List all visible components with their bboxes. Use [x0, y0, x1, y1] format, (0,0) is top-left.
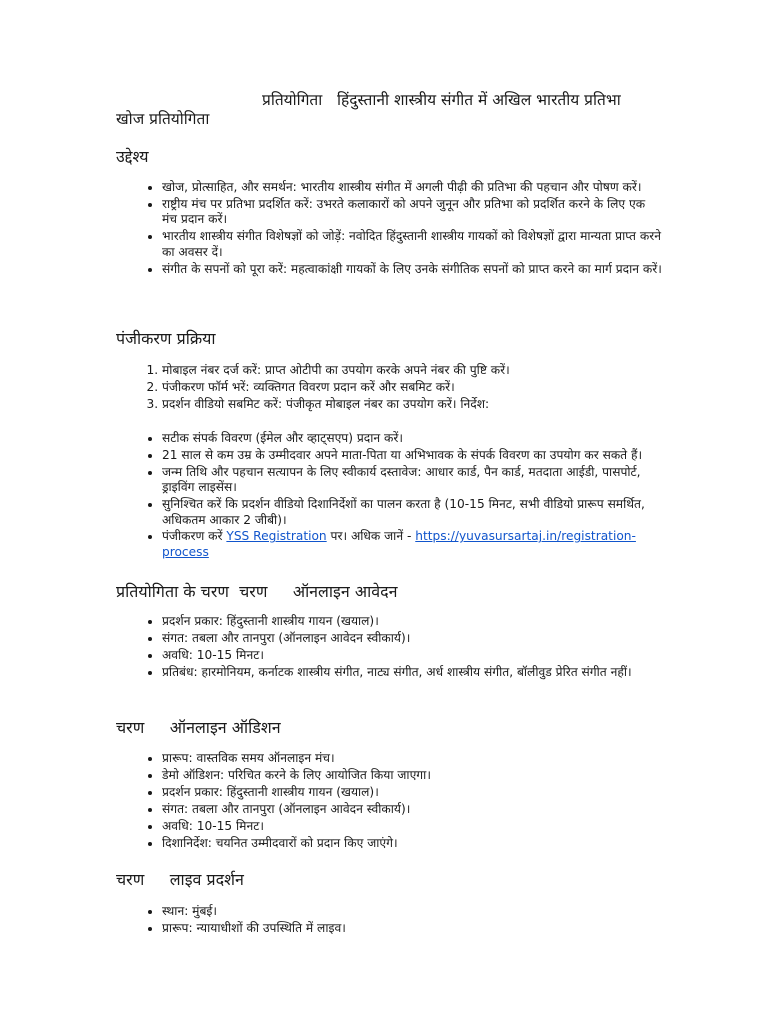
list-item: • अवधि: 10-15 मिनट।: [162, 819, 662, 834]
stage1-list: [0, 614, 662, 682]
objective-heading: उद्देश्य: [116, 147, 149, 166]
list-item: • 21 साल से कम उम्र के उम्मीदवार अपने माता-पिता या अभिभावक के संपर्क विवरण का उपयोग कर सकते हैं।: [162, 448, 662, 463]
list-item: • जन्म तिथि और पहचान सत्यापन के लिए स्वीकार्य दस्तावेज: आधार कार्ड, पैन कार्ड, मतदाता आईडी, पासपोर्ट, ड्राइविंग लाइसेंस।: [162, 465, 662, 496]
list-item: 2. पंजीकरण फॉर्म भरें: व्यक्तिगत विवरण प्रदान करें और सबमिट करें।: [162, 380, 662, 395]
registration-steps: [0, 363, 662, 414]
registration-notes: [0, 431, 662, 562]
list-item: • संगीत के सपनों को पूरा करें: महत्वाकांक्षी गायकों के लिए उनके संगीतिक सपनों को प्राप्त करने का मार्ग प्रदान करें।: [162, 262, 662, 277]
stage3-list: [0, 904, 662, 938]
registration-process-link[interactable]: https://yuvasursartaj.in/registration-process: [162, 529, 636, 559]
stage2-heading: चरण ऑनलाइन ऑडिशन: [116, 718, 281, 737]
list-item: • सटीक संपर्क विवरण (ईमेल और व्हाट्सएप) प्रदान करें।: [162, 431, 662, 446]
stage1-heading: प्रतियोगिता के चरण चरण ऑनलाइन आवेदन: [116, 582, 398, 601]
registration-text-more: पर। अधिक जानें -: [326, 529, 416, 544]
list-item: [162, 529, 662, 560]
document-title-continued: खोज प्रतियोगिता: [116, 110, 210, 128]
list-item: • डेमो ऑडिशन: परिचित करने के लिए आयोजित किया जाएगा।: [162, 768, 662, 783]
list-item: • प्रारूप: वास्तविक समय ऑनलाइन मंच।: [162, 751, 662, 766]
list-item: 1. मोबाइल नंबर दर्ज करें: प्राप्त ओटीपी का उपयोग करके अपने नंबर की पुष्टि करें।: [162, 363, 662, 378]
list-item: • संगत: तबला और तानपुरा (ऑनलाइन आवेदन स्वीकार्य)।: [162, 802, 662, 817]
stage2-list: [0, 751, 662, 852]
list-item: • प्रारूप: न्यायाधीशों की उपस्थिति में लाइव।: [162, 921, 662, 936]
list-item: • प्रतिबंध: हारमोनियम, कर्नाटक शास्त्रीय संगीत, नाट्य संगीत, अर्ध शास्त्रीय संगीत, बॉलीवुड प्रेरित संगीत नहीं।: [162, 665, 662, 680]
list-item: • संगत: तबला और तानपुरा (ऑनलाइन आवेदन स्वीकार्य)।: [162, 631, 662, 646]
registration-text: पंजीकरण करें: [162, 529, 227, 544]
list-item: • दिशानिर्देश: चयनित उम्मीदवारों को प्रदान किए जाएंगे।: [162, 836, 662, 851]
list-item: • भारतीय शास्त्रीय संगीत विशेषज्ञों को जोड़ें: नवोदित हिंदुस्तानी शास्त्रीय गायकों को विशेषज्ञों द्वारा मान्यता प्राप्त करने का अवसर दें।: [162, 229, 662, 260]
list-item: • खोज, प्रोत्साहित, और समर्थन: भारतीय शास्त्रीय संगीत में अगली पीढ़ी की प्रतिभा की पहचान और पोषण करें।: [162, 180, 662, 195]
list-item: • राष्ट्रीय मंच पर प्रतिभा प्रदर्शित करें: उभरते कलाकारों को अपने जुनून और प्रतिभा को प्रदर्शित करने के लिए एक मंच प्रदान करें।: [162, 197, 662, 228]
list-item: • सुनिश्चित करें कि प्रदर्शन वीडियो दिशानिर्देशों का पालन करता है (10-15 मिनट, सभी वीडियो प्रारूप समर्थित, अधिकतम आकार 2 जीबी)।: [162, 497, 662, 528]
objective-list: [0, 180, 662, 278]
stage3-heading: चरण लाइव प्रदर्शन: [116, 870, 244, 889]
registration-heading: पंजीकरण प्रक्रिया: [116, 329, 216, 348]
list-item: • प्रदर्शन प्रकार: हिंदुस्तानी शास्त्रीय गायन (खयाल)।: [162, 785, 662, 800]
list-item: • स्थान: मुंबई।: [162, 904, 662, 919]
list-item: 3. प्रदर्शन वीडियो सबमिट करें: पंजीकृत मोबाइल नंबर का उपयोग करें। निर्देश:: [162, 397, 662, 412]
yss-registration-link[interactable]: YSS Registration: [226, 529, 327, 544]
document-title: प्रतियोगिता हिंदुस्तानी शास्त्रीय संगीत में अखिल भारतीय प्रतिभा: [262, 91, 621, 109]
list-item: • प्रदर्शन प्रकार: हिंदुस्तानी शास्त्रीय गायन (खयाल)।: [162, 614, 662, 629]
list-item: • अवधि: 10-15 मिनट।: [162, 648, 662, 663]
